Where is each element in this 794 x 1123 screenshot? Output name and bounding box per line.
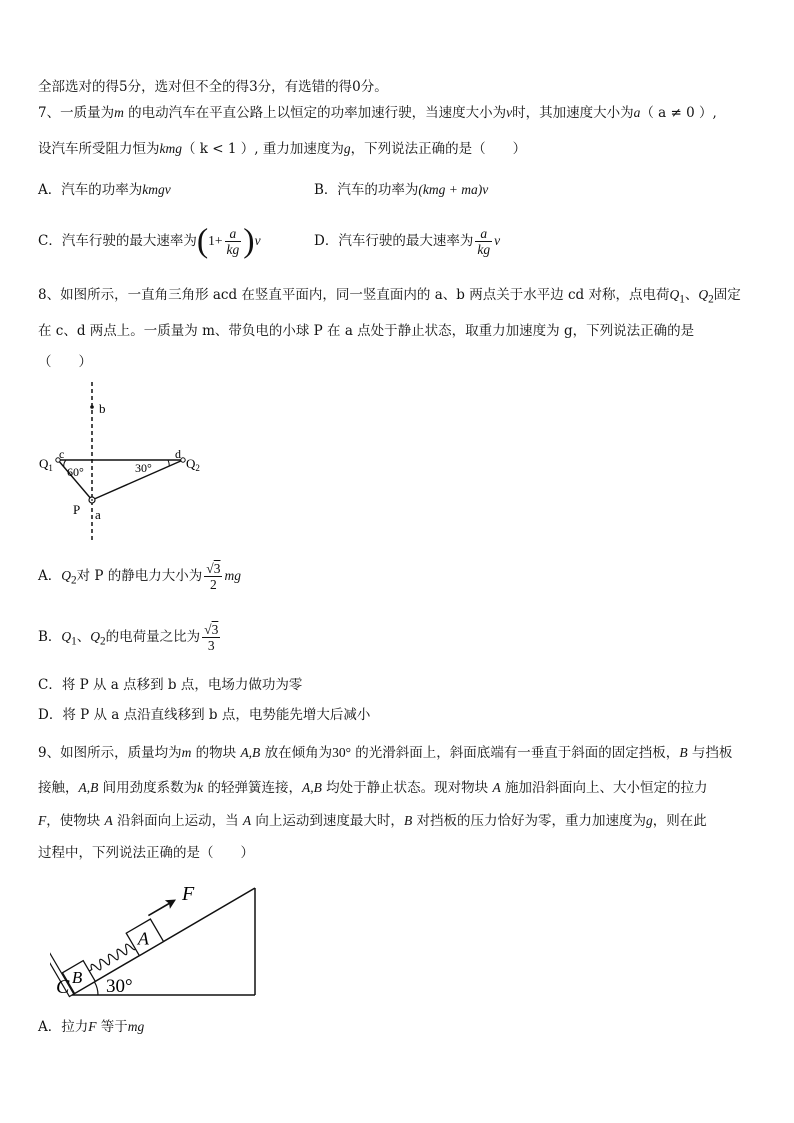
q9-incline-figure — [50, 872, 265, 1002]
q7-option-d-fraction: $\frac{a}{kg}$ — [477, 226, 491, 257]
point-b — [90, 405, 94, 409]
q7-line2: 设汽车所受阻力恒为kmg（ k < 1 ）, 重力加速度为g，下列说法正确的是（ ） — [38, 141, 527, 157]
label-angle-30: 30° — [135, 461, 152, 475]
q9-line3: F，使物块 A 沿斜面向上运动，当 A 向上运动到速度最大时，B 对挡板的压力恰好为零，重力加速度为g，则在此 — [38, 813, 707, 829]
q8-option-a-fraction: $\frac{√3}{2}$ — [206, 561, 221, 592]
intro-text: 全部选对的得5分，选对但不全的得3分，有选错的得0分。 — [38, 79, 388, 95]
q9-line2: 接触，A,B 间用劲度系数为k 的轻弹簧连接，A,B 均处于静止状态。现对物块 A 施加沿斜面向上、大小恒定的拉力 — [38, 780, 708, 796]
label-q1: $Q_1$ — [39, 456, 53, 473]
spring — [87, 940, 137, 975]
arc-30 — [168, 460, 169, 466]
label-c: C — [56, 976, 70, 998]
label-a: a — [95, 507, 101, 522]
force-arrow — [148, 903, 170, 916]
q8-option-b: B．$Q_1$、$Q_2$的电荷量之比为 $\frac{√3}{3}$ — [38, 622, 219, 653]
q9-line4: 过程中，下列说法正确的是（ ） — [38, 845, 254, 861]
q8-option-a: A．$Q_2$对 P 的静电力大小为 $\frac{√3}{2}$ mg — [38, 561, 241, 592]
label-d: d — [175, 447, 181, 461]
label-angle-30: 30° — [106, 976, 133, 997]
q7-option-c-fraction: $\frac{a}{kg}$ — [226, 226, 240, 257]
q8-triangle-figure — [36, 380, 216, 545]
angle-arc — [95, 982, 99, 995]
q8-option-d: D．将 P 从 a 点沿直线移到 b 点，电势能先增大后减小 — [38, 707, 371, 723]
label-b: b — [99, 401, 106, 416]
q7-option-b: B．汽车的功率为(kmg + ma)v — [314, 182, 489, 198]
q7-option-a: A．汽车的功率为kmgv — [38, 182, 171, 198]
q7-line1: 7、一质量为m 的电动汽车在平直公路上以恒定的功率加速行驶，当速度大小为v时，其加速度大小为a（ a ≠ 0 ）, — [38, 105, 717, 121]
q8-option-c: C．将 P 从 a 点移到 b 点，电场力做功为零 — [38, 677, 303, 693]
arc-60 — [64, 460, 66, 467]
q8-option-b-fraction: $\frac{√3}{3}$ — [204, 622, 219, 653]
q9-line1: 9、如图所示，质量均为m 的物块 A,B 放在倾角为30° 的光滑斜面上，斜面底端有一垂直于斜面的固定挡板，B 与挡板 — [38, 745, 733, 761]
q8-paren: （ ） — [38, 354, 92, 370]
label-p: P — [73, 502, 81, 517]
q9-option-a: A．拉力F 等于mg — [38, 1019, 145, 1035]
svg-text:A: A — [137, 928, 149, 949]
svg-text:B: B — [71, 968, 83, 988]
label-angle-60: 60° — [67, 465, 84, 479]
q8-line1: 8、如图所示，一直角三角形 acd 在竖直平面内，同一竖直面内的 a、b 两点关于水平边 cd 对称，点电荷$Q_1$、$Q_2$固定 — [38, 287, 741, 306]
q8-line2: 在 c、d 两点上。一质量为 m、带负电的小球 P 在 a 点处于静止状态，取重力加速度为 g，下列说法正确的是 — [38, 323, 695, 339]
q7-option-c: C．汽车行驶的最大速率为(1+ $\frac{a}{kg}$ )v — [38, 222, 261, 260]
label-c: c — [59, 447, 65, 461]
q7-option-d: D．汽车行驶的最大速率为 $\frac{a}{kg}$ v — [314, 226, 501, 257]
label-q2: $Q_2$ — [186, 456, 200, 473]
charge-q2 — [181, 458, 185, 462]
label-force-f: F — [182, 883, 195, 905]
